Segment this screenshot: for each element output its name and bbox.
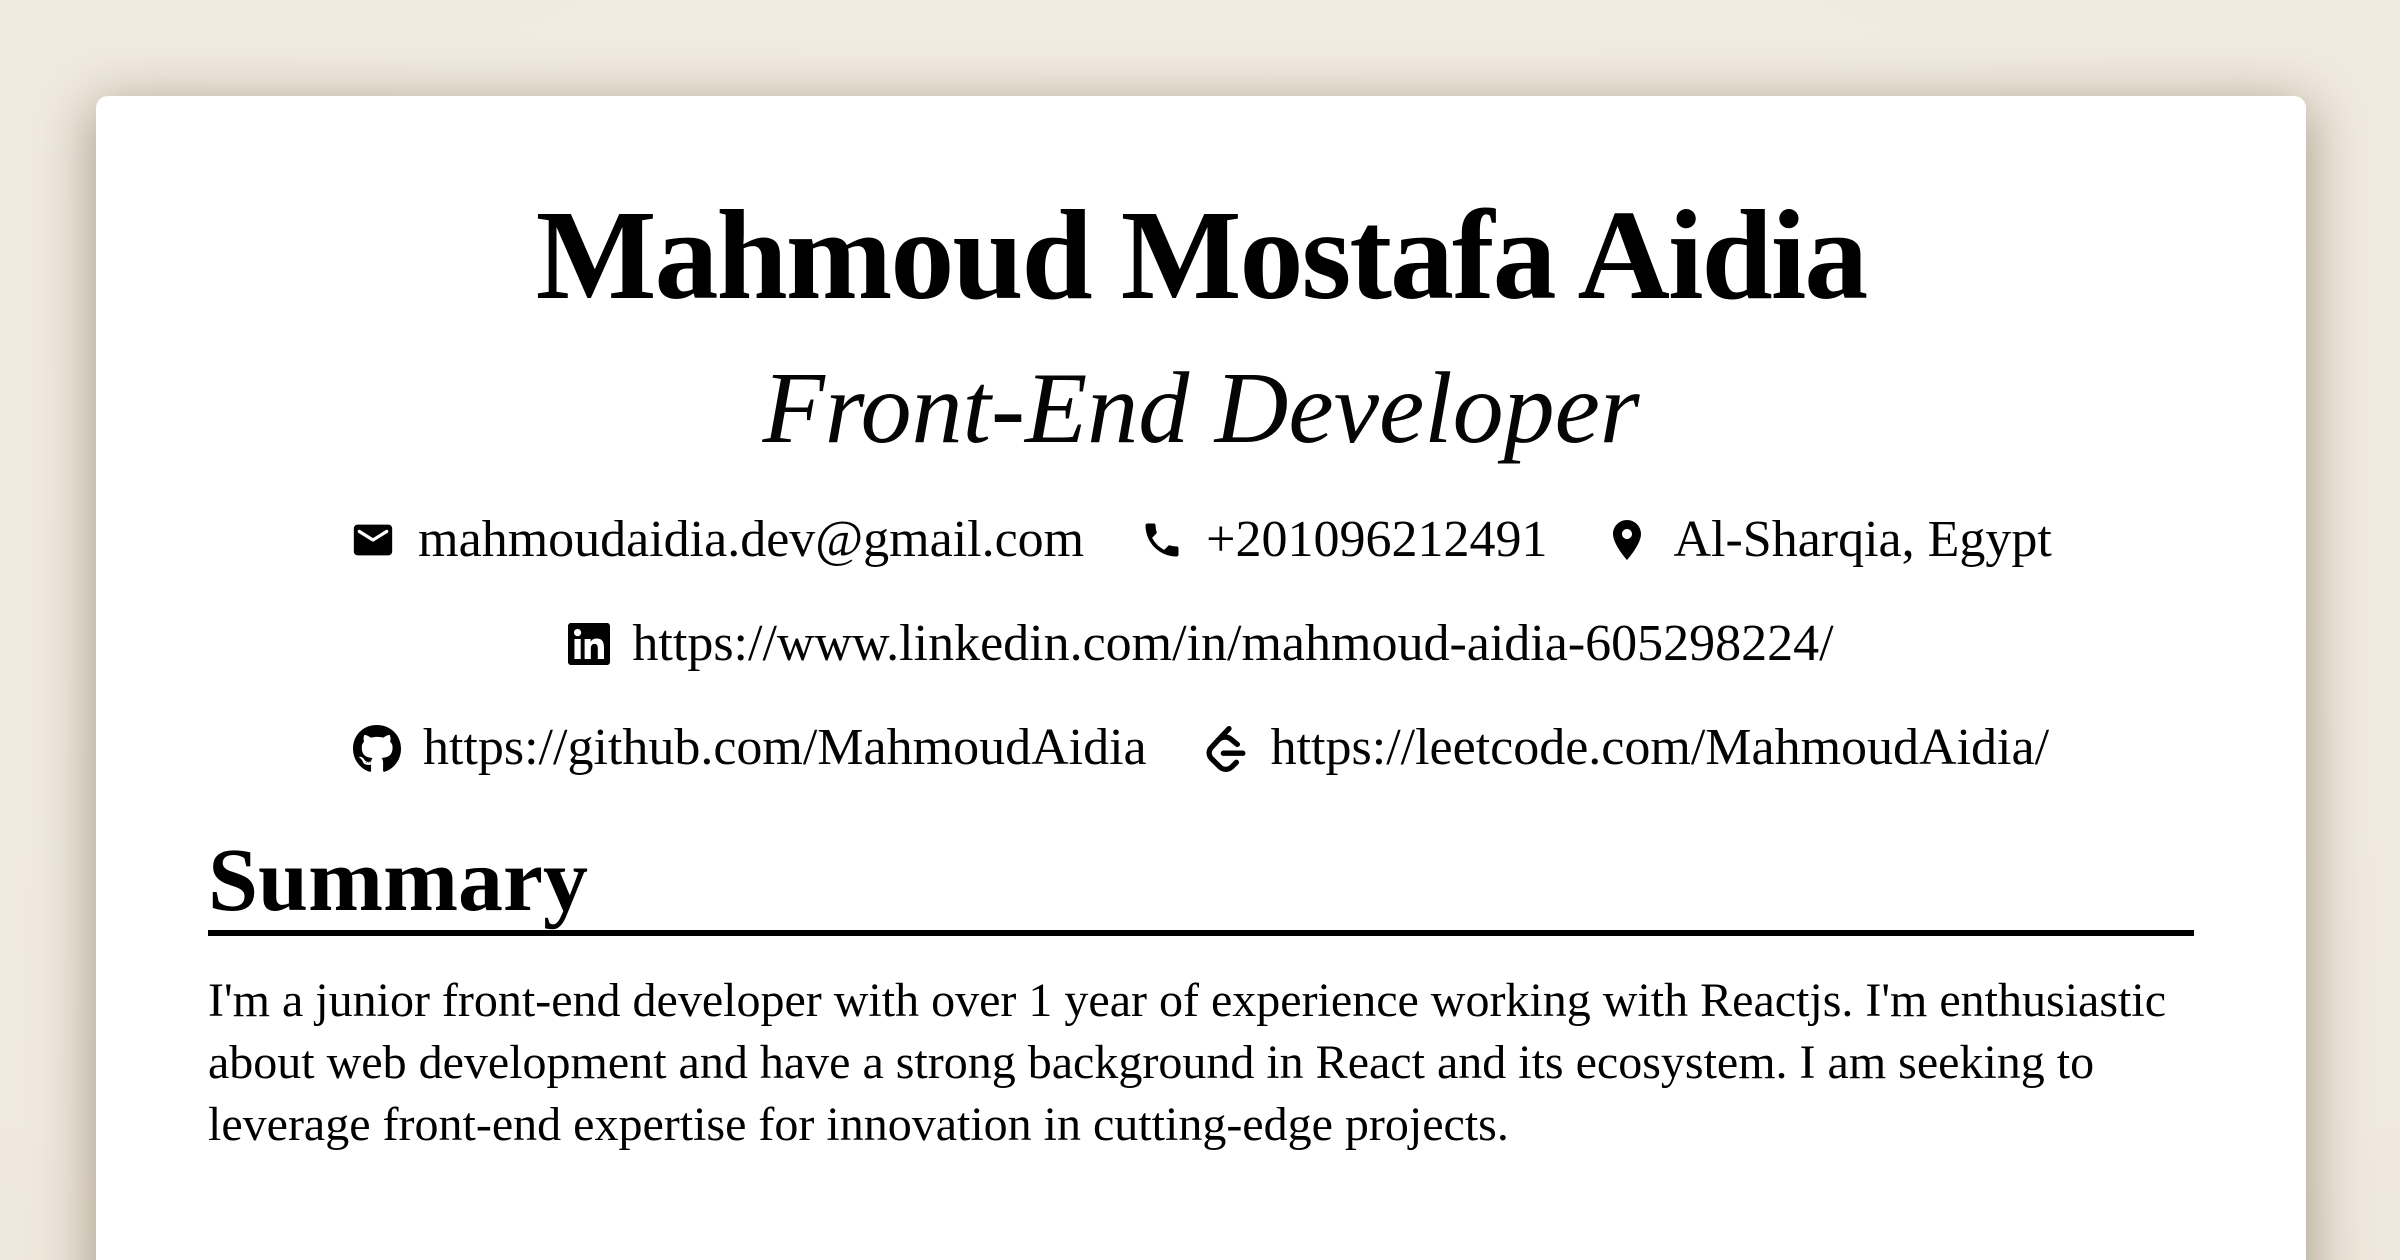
linkedin-link[interactable]: [568, 613, 1833, 675]
location-text: Al-Sharqia, Egypt: [1673, 510, 2052, 568]
location-item: [1603, 509, 2051, 571]
email-icon: [350, 517, 396, 563]
phone-text: +201096212491: [1206, 510, 1548, 568]
github-icon: [353, 724, 401, 774]
resume-document: [96, 96, 2306, 1260]
email-link[interactable]: [350, 509, 1084, 571]
contact-row-primary: [208, 509, 2194, 571]
phone-link[interactable]: [1140, 509, 1547, 571]
github-link[interactable]: [353, 717, 1147, 779]
phone-icon: [1140, 518, 1184, 562]
linkedin-url-text: https://www.linkedin.com/in/mahmoud-aidia-605298224/: [632, 615, 1834, 673]
summary-section: [208, 830, 2194, 1156]
location-pin-icon: [1603, 516, 1651, 564]
resume-job-title: Front-End Developer: [762, 352, 1640, 466]
leetcode-icon: [1203, 726, 1249, 772]
summary-heading: Summary: [208, 836, 2194, 936]
contact-row-code-profiles: [208, 717, 2194, 779]
resume-name: Mahmoud Mostafa Aidia: [535, 184, 1867, 326]
contact-row-linkedin: [208, 613, 2194, 675]
summary-paragraph: I'm a junior front-end developer with over 1 year of experience working with Reactjs. I'm enthusiastic about web development and have a strong background in React and its ecosystem. I am seeking to leverage front-end expertise for innovation in cutting-edge projects.: [208, 973, 2166, 1151]
github-url-text: https://github.com/MahmoudAidia: [422, 719, 1147, 777]
contact-info: [208, 509, 2194, 780]
linkedin-icon: [568, 620, 610, 668]
leetcode-url-text: https://leetcode.com/MahmoudAidia/: [1270, 719, 2050, 777]
leetcode-link[interactable]: [1203, 717, 2049, 779]
email-text: mahmoudaidia.dev@gmail.com: [418, 510, 1085, 568]
